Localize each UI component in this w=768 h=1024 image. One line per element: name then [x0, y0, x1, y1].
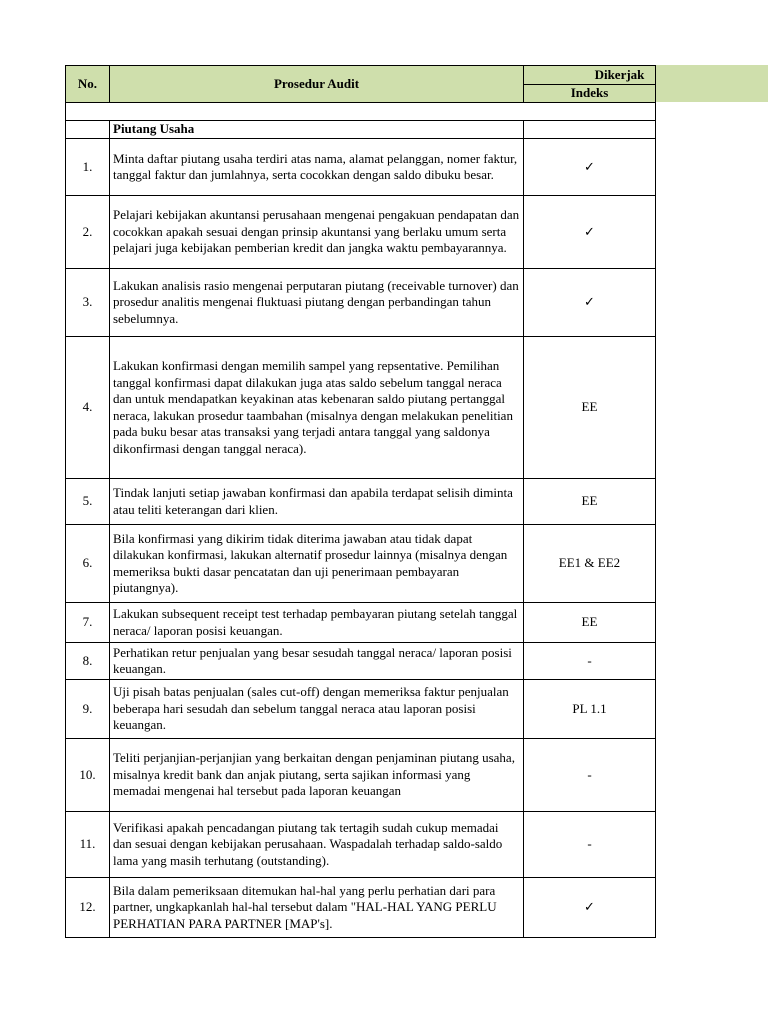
- row-procedure: Uji pisah batas penjualan (sales cut-off) dengan memeriksa faktur penjualan beberapa hari sesudah dan sebelum tanggal neraca atau laporan posisi keuangan.: [110, 680, 524, 739]
- header-done-by: [524, 66, 656, 85]
- row-index: EE: [524, 603, 656, 643]
- row-number: 6.: [66, 525, 110, 603]
- table-row: [66, 878, 656, 938]
- table-row: [66, 479, 656, 525]
- row-index: -: [524, 812, 656, 878]
- table-row: [66, 525, 656, 603]
- row-number: 3.: [66, 269, 110, 337]
- row-number: 1.: [66, 139, 110, 196]
- row-procedure: Bila dalam pemeriksaan ditemukan hal-hal yang perlu perhatian dari para partner, ungkapkanlah hal-hal tersebut dalam "HAL-HAL YANG PERLU PERHATIAN PARA PARTNER [MAP's].: [110, 878, 524, 938]
- blank-row: [66, 103, 656, 121]
- row-number: 7.: [66, 603, 110, 643]
- row-procedure: Verifikasi apakah pencadangan piutang tak tertagih sudah cukup memadai dan sesuai dengan kebijakan perusahaan. Waspadalah terhadap saldo-saldo lama yang masih terhutang (outstanding).: [110, 812, 524, 878]
- row-index: -: [524, 739, 656, 812]
- row-index: EE: [524, 479, 656, 525]
- header-procedure: Prosedur Audit: [110, 66, 524, 103]
- section-row: [66, 121, 656, 139]
- table-row: [66, 739, 656, 812]
- row-procedure: Lakukan konfirmasi dengan memilih sampel yang repsentative. Pemilihan tanggal konfirmasi dapat dilakukan juga atas saldo sebelum tanggal neraca dan untuk mendapatkan keyakinan atas kebenaran saldo piutang pertanggal neraca, lakukan prosedur taambahan (misalnya dengan melakukan penelitian pada buku besar atas transaksi yang terjadi antara tanggal yang saldonya dikonfirmasi dengan tanggal neraca).: [110, 337, 524, 479]
- checkmark-icon: ✓: [524, 196, 656, 269]
- row-number: 9.: [66, 680, 110, 739]
- row-procedure: Lakukan subsequent receipt test terhadap pembayaran piutang setelah tanggal neraca/ laporan posisi keuangan.: [110, 603, 524, 643]
- header-row-top: [66, 66, 656, 85]
- row-procedure: Tindak lanjuti setiap jawaban konfirmasi dan apabila terdapat selisih diminta atau teliti keterangan dari klien.: [110, 479, 524, 525]
- table-row: [66, 337, 656, 479]
- row-number: 10.: [66, 739, 110, 812]
- header-index: Indeks: [524, 85, 656, 103]
- row-procedure: Minta daftar piutang usaha terdiri atas nama, alamat pelanggan, nomer faktur, tanggal faktur dan jumlahnya, serta cocokkan dengan saldo dibuku besar.: [110, 139, 524, 196]
- table-row: [66, 139, 656, 196]
- row-procedure: Teliti perjanjian-perjanjian yang berkaitan dengan penjaminan piutang usaha, misalnya kredit bank dan anjak piutang, serta sajikan informasi yang memadai mengenai hal tersebut pada laporan keuangan: [110, 739, 524, 812]
- table-row: [66, 812, 656, 878]
- audit-procedure-table: [65, 65, 656, 938]
- row-procedure: Perhatikan retur penjualan yang besar sesudah tanggal neraca/ laporan posisi keuangan.: [110, 643, 524, 680]
- row-index: EE1 & EE2: [524, 525, 656, 603]
- row-index: PL 1.1: [524, 680, 656, 739]
- section-no-cell: [66, 121, 110, 139]
- row-procedure: Pelajari kebijakan akuntansi perusahaan mengenai pengakuan pendapatan dan cocokkan apakah sesuai dengan prinsip akuntansi yang berlaku umum serta pelajari juga kebijakan pemberian kredit dan jangka waktu pembayarannya.: [110, 196, 524, 269]
- section-index-cell: [524, 121, 656, 139]
- row-index: EE: [524, 337, 656, 479]
- row-number: 4.: [66, 337, 110, 479]
- row-number: 12.: [66, 878, 110, 938]
- blank-cell: [66, 103, 656, 121]
- procedure-rows: [66, 139, 656, 938]
- checkmark-icon: ✓: [524, 139, 656, 196]
- header-no: No.: [66, 66, 110, 103]
- table-row: [66, 603, 656, 643]
- table-row: [66, 196, 656, 269]
- header-fill-extension: [654, 65, 768, 102]
- row-procedure: Lakukan analisis rasio mengenai perputaran piutang (receivable turnover) dan prosedur analitis mengenai fluktuasi piutang dengan perbandingan tahun sebelumnya.: [110, 269, 524, 337]
- table-row: [66, 680, 656, 739]
- section-title: Piutang Usaha: [110, 121, 524, 139]
- header-done-by-label: Dikerjak: [594, 66, 645, 82]
- table-row: [66, 269, 656, 337]
- row-procedure: Bila konfirmasi yang dikirim tidak diterima jawaban atau tidak dapat dilakukan konfirmasi, lakukan alternatif prosedur lainnya (misalnya dengan memeriksa bukti dasar pencatatan dan uji penerimaan pembayaran piutangnya).: [110, 525, 524, 603]
- checkmark-icon: ✓: [524, 878, 656, 938]
- checkmark-icon: ✓: [524, 269, 656, 337]
- row-number: 11.: [66, 812, 110, 878]
- row-number: 2.: [66, 196, 110, 269]
- table-row: [66, 643, 656, 680]
- row-number: 8.: [66, 643, 110, 680]
- row-index: -: [524, 643, 656, 680]
- row-number: 5.: [66, 479, 110, 525]
